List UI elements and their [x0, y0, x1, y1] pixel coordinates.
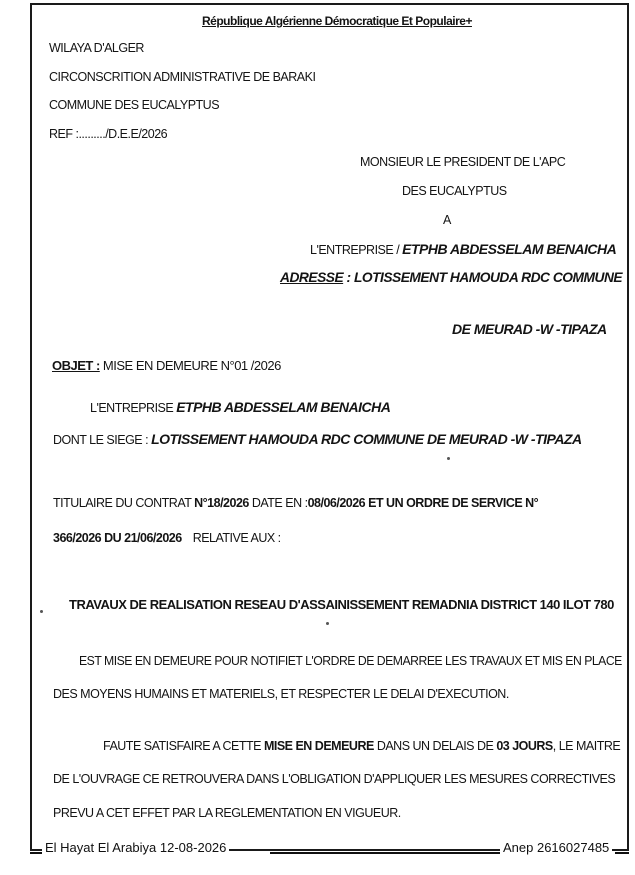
scan-speck — [40, 610, 43, 613]
entreprise-label: L'ENTREPRISE — [90, 401, 174, 415]
address-line-1: LOTISSEMENT HAMOUDA RDC COMMUNE — [353, 269, 623, 285]
commune-line: COMMUNE DES EUCALYPTUS — [49, 98, 220, 112]
sender-line-1: MONSIEUR LE PRESIDENT DE L'APC — [360, 155, 566, 169]
address-separator: : — [343, 269, 354, 285]
para2-line1 — [103, 739, 620, 753]
footer-rule-left — [30, 852, 42, 854]
contract-date: 08/06/2026 — [307, 496, 366, 510]
contract-order: ET UN ORDRE DE SERVICE N° — [368, 496, 539, 510]
para2-text-c: DANS UN DELAIS DE — [376, 739, 494, 753]
scan-speck — [326, 622, 329, 625]
sender-to: A — [443, 213, 451, 227]
objet-text: MISE EN DEMEURE N°01 /2026 — [102, 358, 281, 373]
para1-line1: EST MISE EN DEMEURE POUR NOTIFIET L'ORDRE DE DEMARREE LES TRAVAUX ET MIS EN PLACE — [79, 654, 622, 668]
objet-line — [52, 358, 281, 373]
contract-date-label: DATE EN : — [251, 496, 308, 510]
relative-label: RELATIVE AUX : — [192, 531, 281, 545]
contract-number: N°18/2026 — [194, 496, 249, 510]
contract-label: TITULAIRE DU CONTRAT — [53, 496, 192, 510]
circonscription-line: CIRCONSCRITION ADMINISTRATIVE DE BARAKI — [49, 70, 316, 84]
siege-value: LOTISSEMENT HAMOUDA RDC COMMUNE DE MEURAD -W -TIPAZA — [151, 431, 582, 447]
order-line — [53, 531, 281, 545]
para2-line3: PREVU A CET EFFET PAR LA REGLEMENTATION EN VIGUEUR. — [53, 806, 401, 820]
footer-rule-middle — [270, 852, 532, 854]
siege-line — [53, 431, 582, 447]
objet-label: OBJET : — [52, 358, 100, 373]
entreprise-name: ETPHB ABDESSELAM BENAICHA — [176, 399, 391, 415]
order-number: 366/2026 DU 21/06/2026 — [53, 531, 182, 545]
para2-text-d: 03 JOURS — [496, 739, 553, 753]
recipient-line — [310, 241, 616, 257]
recipient-name: ETPHB ABDESSELAM BENAICHA — [402, 241, 617, 257]
entreprise-line — [90, 399, 390, 415]
siege-label: DONT LE SIEGE : — [53, 433, 149, 447]
footer-publication: El Hayat El Arabiya 12-08-2026 — [42, 840, 229, 855]
reference-line: REF :........./D.E.E/2026 — [49, 127, 168, 141]
para2-text-a: FAUTE SATISFAIRE A CETTE — [103, 739, 261, 753]
para1-line2: DES MOYENS HUMAINS ET MATERIELS, ET RESPECTER LE DELAI D'EXECUTION. — [53, 687, 509, 701]
scan-speck — [447, 457, 450, 460]
address-line-2: DE MEURAD -W -TIPAZA — [452, 321, 607, 337]
para2-text-b: MISE EN DEMEURE — [263, 739, 374, 753]
address-label: ADRESSE — [280, 269, 344, 285]
republic-title: République Algérienne Démocratique Et Populaire+ — [202, 14, 472, 28]
footer — [30, 836, 629, 860]
sender-line-2: DES EUCALYPTUS — [402, 184, 507, 198]
travaux-title: TRAVAUX DE REALISATION RESEAU D'ASSAINISSEMENT REMADNIA DISTRICT 140 ILOT 780 — [69, 597, 614, 612]
para2-line2: DE L'OUVRAGE CE RETROUVERA DANS L'OBLIGATION D'APPLIQUER LES MESURES CORRECTIVES — [53, 772, 616, 786]
footer-rule-right — [615, 852, 629, 854]
wilaya-line: WILAYA D'ALGER — [49, 41, 144, 55]
para2-text-e: , LE MAITRE — [552, 739, 621, 753]
recipient-label: L'ENTREPRISE / — [310, 243, 400, 257]
contract-line — [53, 496, 538, 510]
recipient-address-line — [280, 269, 622, 285]
footer-anep-number: Anep 2616027485 — [500, 840, 612, 855]
